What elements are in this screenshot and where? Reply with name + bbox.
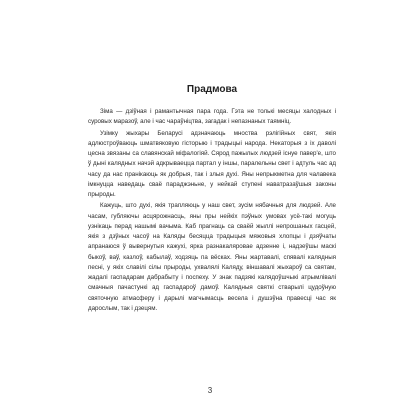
- paragraph-1: Зіма — дзіўная і рамантычная пара года. Гэта не толькі месяцы халодных і суровых маразоў, але і час чараўніцтва, загадак і непазнаных таямніц.: [88, 108, 336, 126]
- paragraph-3: Кажуць, што духі, якія трапляюць у наш свет, зусім нябачныя для людзей. Але часам, губляючы асцярожнасць, яны пры нейкіх пэўных умовах усё-такі могуць узнікаць перад нашымі вачыма. Каб прагнаць са сваёй жыллі непрошаных гасцей, якія з дзўных часоў на Каляды бесяцца традыцыя мяжовыя хлопцы і дзяўчаты апранаюся ў вывернутыя кажухі, ярка разнакаляровае адзенне і, надзеўшы маскі быкоў, ваў, казлоў, кабылаў, ходзяць па вёсках. Яны жартавалі, спявалі калядныя песні, у якіх славілі сілы прыроды, ухвалялі Каляду, віншавалі жыхароў са святам, жадалі гаспадарам дабрабыту і поспеху. У знак падзякі калядоўшчыкі атрымлівалі смачныя пачастункі ад гаспадароў дамоў. Калядныя святкі стварылі цудоўную святочную атмасферу і дарылі магчымасць весела і душэўна правесці час як дарослым, так і дзецям.: [88, 202, 336, 312]
- page-title: Прадмова: [186, 84, 238, 95]
- page-number: 3: [207, 386, 213, 395]
- preface-section: [88, 84, 336, 314]
- paragraph-2: Узімку жыхары Беларусі адзначаюць мноства рэлігійных свят, якія адлюстроўваюць шматвяковую гісторыю і традыцыі народа. Некаторыя з іх даволі цесна звязаны са славянскай міфалогіяй. Сярод пажылых людзей існуе павер'е, што ў дыні калядных начэй адкрываецца партал у іншы, паралельны свет і адтуль час ад часу да нас пранікаюць як добрыя, так і злыя духі. Яны непрыкметна для чалавека імкнуцца наведаць сваё параджэньне, у нейкай ступені наватразаўшыя законы прыроды.: [88, 129, 336, 198]
